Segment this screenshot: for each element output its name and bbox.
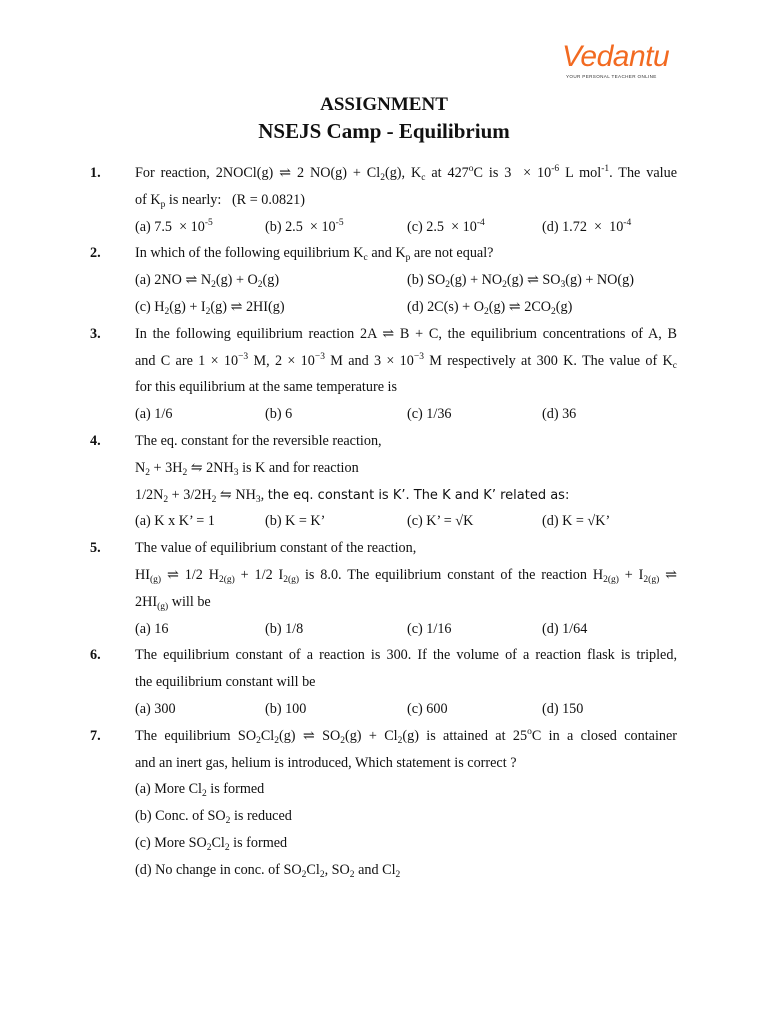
option-b: (b) 1/8 [265, 620, 304, 637]
question-6 [0, 642, 768, 669]
vedantu-logo [562, 40, 682, 88]
question-3 [0, 321, 768, 348]
question-text: In the following equilibrium reaction 2A ⇌ B + C, the equilibrium concentrations of A, B [135, 325, 677, 342]
option-c: (c) 600 [407, 700, 448, 717]
option-a: (a) K x K’ = 1 [135, 513, 215, 530]
option-c: (c) 1/36 [407, 406, 452, 423]
option-b: (b) 100 [265, 700, 307, 717]
question-2 [0, 240, 768, 267]
question-text: $2HI_{(g)}$ will be [135, 593, 211, 612]
option-a: (a) 1/6 [135, 406, 173, 423]
question-text: and an inert gas, helium is introduced, Which statement is correct ? [135, 754, 517, 771]
question-text: For reaction, 2NOCl(g) ⇌ 2 $NO(g) + Cl_2(g)$, $K_c$ at 427$^o$C is $3 \times 10^{-6}$ L mol$^{-1}$. The value [135, 164, 677, 183]
page-subheading: NSEJS Camp - Equilibrium [258, 119, 510, 143]
option-b: (b) K = K’ [265, 513, 326, 530]
option-d: (d) $1.72 \times 10^{-4}$ [542, 217, 632, 235]
question-5 [0, 535, 768, 562]
options-row [0, 616, 768, 643]
options-row [0, 214, 768, 241]
question-number: 2. [90, 245, 101, 262]
question-text: The equilibrium $SO_2Cl_2(g)$ ⇌ $SO_2(g) + Cl_2(g)$ is attained at 25$^o$C in a closed container [135, 726, 678, 746]
question-text: of $K_p$ is nearly: (R = 0.0821) [135, 191, 305, 210]
question-4 [0, 428, 768, 455]
question-text: The eq. constant for the reversible reaction, [135, 432, 382, 449]
question-number: 6. [90, 647, 101, 664]
option-a: (a) 16 [135, 620, 169, 637]
question-number: 3. [90, 325, 101, 342]
question-list [0, 160, 768, 884]
option-b: (b) $2.5 \times 10^{-5}$ [265, 217, 344, 235]
option-c: (c) 1/16 [407, 620, 452, 637]
option-c: (c) More $SO_2Cl_2$ is formed [135, 834, 288, 853]
option-c: (c) K’ = √K [407, 513, 474, 530]
question-text: for this equilibrium at the same temperature is [135, 379, 397, 396]
question-text: the equilibrium constant will be [135, 674, 316, 691]
option-d: (d) 1/64 [542, 620, 588, 637]
question-number: 1. [90, 165, 101, 181]
question-text: In which of the following equilibrium $K_c$ and $K_p$ are not equal? [135, 245, 494, 264]
option-b: (b) 6 [265, 406, 293, 423]
options-row [0, 401, 768, 428]
option-d: (d) 150 [542, 700, 584, 717]
question-text: $1/2N_2 + 3/2H_2$ ⇋ $NH_3$, the eq. constant is K’. The K and K’ related as: [135, 486, 570, 505]
question-text: The value of equilibrium constant of the reaction, [135, 540, 417, 557]
option-a: (a) More $Cl_2$ is formed [135, 781, 265, 800]
page-heading: ASSIGNMENT [320, 94, 448, 115]
option-d: (d) K = √K’ [542, 513, 611, 530]
question-7 [0, 723, 768, 750]
option-d: (d) 36 [542, 406, 577, 423]
option-d: (d) No change in conc. of $SO_2Cl_2$, $SO_2$ and $Cl_2$ [135, 861, 401, 880]
question-number: 7. [90, 727, 101, 744]
options-row [0, 267, 768, 294]
option-a: (a) $7.5 \times 10^{-5}$ [135, 217, 213, 235]
option-a: (a) 300 [135, 700, 176, 717]
options-row [0, 508, 768, 535]
option-c: (c) $H_2(g) + I_2(g)$ ⇌ 2HI(g) [135, 298, 285, 317]
option-c: (c) $2.5 \times 10^{-4}$ [407, 217, 485, 235]
question-text: and C are $1 \times 10^{-3}$ M, $2 \times 10^{-3}$ M and $3 \times 10^{-3}$ M respectively at 300 K. The value of $K_c$ [135, 351, 677, 371]
option-a: (a) 2NO ⇌ $N_2(g) + O_2(g)$ [135, 272, 280, 291]
question-text: $N_2 + 3H_2$ ⇋ $2NH_3$ is K and for reaction [135, 459, 359, 478]
options-row [0, 696, 768, 723]
options-row [0, 294, 768, 321]
question-number: 4. [90, 432, 101, 449]
question-number: 5. [90, 540, 101, 557]
question-1 [0, 160, 768, 187]
option-d: (d) $2C(s) + O_2(g)$ ⇌ $2CO_2(g)$ [407, 298, 573, 317]
option-b: (b) $SO_2(g) + NO_2(g)$ ⇌ $SO_3(g) + NO(g)$ [407, 272, 634, 291]
logo-brand: Vedantu [562, 40, 670, 73]
question-text: $HI_{(g)}$ ⇌ 1/2 $H_{2(g)} + 1/2$ $I_{2(g)}$ is 8.0. The equilibrium constant of the reaction $H_{2(g)} + I_{2(g)}$ ⇌ [135, 566, 677, 585]
logo-tagline: YOUR PERSONAL TEACHER ONLINE [566, 74, 657, 79]
option-b: (b) Conc. of $SO_2$ is reduced [135, 808, 292, 827]
question-text: The equilibrium constant of a reaction is 300. If the volume of a reaction flask is tripled, [135, 647, 677, 664]
